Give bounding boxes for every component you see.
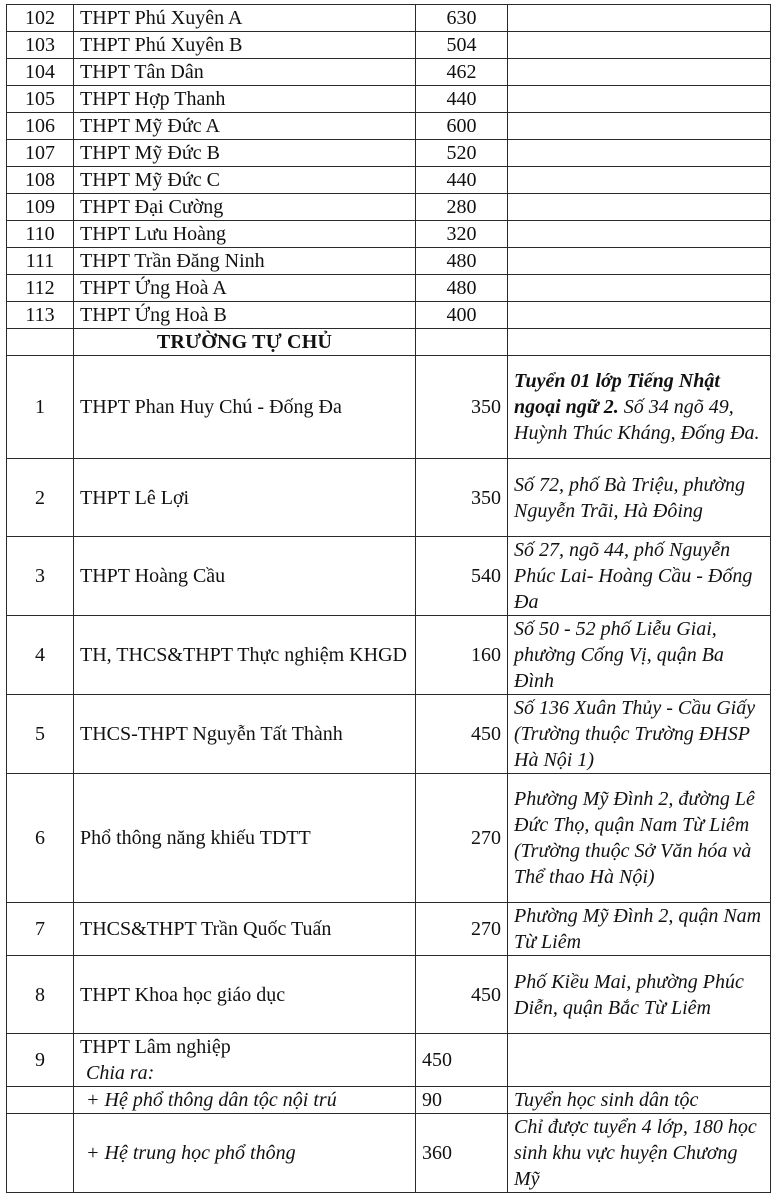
school-name: THPT Phan Huy Chú - Đống Đa: [74, 356, 416, 459]
table-row: [7, 59, 771, 86]
school-name: THPT Đại Cường: [74, 194, 416, 221]
table-row: [7, 903, 771, 956]
table-row: [7, 774, 771, 903]
row-number: 102: [7, 5, 74, 32]
table-row: [7, 86, 771, 113]
note-cell: Số 50 - 52 phố Liễu Giai, phường Cống Vị, quận Ba Đình: [508, 616, 771, 695]
school-name: THPT Hoàng Cầu: [74, 537, 416, 616]
row-number: 1: [7, 356, 74, 459]
table-row: [7, 537, 771, 616]
row-number: 8: [7, 956, 74, 1034]
school-name: THPT Hợp Thanh: [74, 86, 416, 113]
table-subrow: [7, 1114, 771, 1193]
enrollment-quota: 462: [416, 59, 508, 86]
enrollment-quota: 480: [416, 248, 508, 275]
table-row: [7, 356, 771, 459]
note-cell: [508, 248, 771, 275]
table-row: [7, 956, 771, 1034]
enrollment-quota: 630: [416, 5, 508, 32]
table-row: [7, 248, 771, 275]
school-name: THPT Ứng Hoà A: [74, 275, 416, 302]
enrollment-quota: 520: [416, 140, 508, 167]
empty-cell: [7, 329, 74, 356]
school-enrollment-table: [6, 4, 771, 1193]
row-number: 112: [7, 275, 74, 302]
row-number: 105: [7, 86, 74, 113]
enrollment-quota: 450: [416, 695, 508, 774]
note-cell: [508, 1034, 771, 1087]
note-cell: Số 72, phố Bà Triệu, phường Nguyễn Trãi, Hà Đôing: [508, 459, 771, 537]
row-number: 4: [7, 616, 74, 695]
school-name: THPT Tân Dân: [74, 59, 416, 86]
enrollment-quota: 270: [416, 903, 508, 956]
school-name-cell: [74, 1034, 416, 1087]
note-cell: [508, 302, 771, 329]
empty-cell: [7, 1087, 74, 1114]
note-cell: Phường Mỹ Đình 2, quận Nam Từ Liêm: [508, 903, 771, 956]
school-name: THCS-THPT Nguyễn Tất Thành: [74, 695, 416, 774]
note-cell: Phường Mỹ Đình 2, đường Lê Đức Thọ, quận Nam Từ Liêm (Trường thuộc Sở Văn hóa và Thể thao Hà Nội): [508, 774, 771, 903]
table-row: [7, 113, 771, 140]
enrollment-quota: 90: [416, 1087, 508, 1114]
note-cell: [508, 113, 771, 140]
note-cell: [508, 167, 771, 194]
note-cell: [508, 5, 771, 32]
enrollment-quota: 440: [416, 86, 508, 113]
enrollment-quota: 450: [416, 1034, 508, 1087]
row-number: 3: [7, 537, 74, 616]
section-header-row: [7, 329, 771, 356]
note-highlight: Tuyển 01 lớp Tiếng Nhật ngoại ngữ 2.: [514, 370, 720, 418]
row-number: 108: [7, 167, 74, 194]
row-number: 109: [7, 194, 74, 221]
school-name: THPT Mỹ Đức B: [74, 140, 416, 167]
enrollment-quota: 360: [416, 1114, 508, 1193]
table-row: [7, 1034, 771, 1087]
table-subrow: [7, 1087, 771, 1114]
enrollment-quota: 160: [416, 616, 508, 695]
program-name: + Hệ phổ thông dân tộc nội trú: [74, 1087, 416, 1114]
enrollment-quota: 480: [416, 275, 508, 302]
note-cell: [508, 194, 771, 221]
school-name: THPT Trần Đăng Ninh: [74, 248, 416, 275]
note-cell: Số 136 Xuân Thủy - Cầu Giấy (Trường thuộc Trường ĐHSP Hà Nội 1): [508, 695, 771, 774]
table-row: [7, 167, 771, 194]
school-name: THPT Mỹ Đức C: [74, 167, 416, 194]
row-number: 107: [7, 140, 74, 167]
note-cell: Tuyển học sinh dân tộc: [508, 1087, 771, 1114]
table-row: [7, 32, 771, 59]
school-name: THPT Lưu Hoàng: [74, 221, 416, 248]
table-row: [7, 695, 771, 774]
row-number: 106: [7, 113, 74, 140]
table-row: [7, 194, 771, 221]
note-cell: [508, 275, 771, 302]
row-number: 5: [7, 695, 74, 774]
note-cell: [508, 221, 771, 248]
section-title: TRƯỜNG TỰ CHỦ: [74, 329, 416, 356]
school-name: THPT Phú Xuyên B: [74, 32, 416, 59]
school-name: THCS&THPT Trần Quốc Tuấn: [74, 903, 416, 956]
enrollment-quota: 450: [416, 956, 508, 1034]
school-name: THPT Lê Lợi: [74, 459, 416, 537]
enrollment-quota: 600: [416, 113, 508, 140]
enrollment-quota: 350: [416, 459, 508, 537]
enrollment-quota: 504: [416, 32, 508, 59]
row-number: 111: [7, 248, 74, 275]
note-cell: [508, 86, 771, 113]
note-cell: [508, 32, 771, 59]
school-name: THPT Phú Xuyên A: [74, 5, 416, 32]
note-address: Số 34 ngõ 49, Huỳnh Thúc Kháng, Đống Đa.: [514, 396, 760, 444]
enrollment-quota: 400: [416, 302, 508, 329]
enrollment-quota: 280: [416, 194, 508, 221]
table-row: [7, 302, 771, 329]
note-cell: Phố Kiều Mai, phường Phúc Diễn, quận Bắc Từ Liêm: [508, 956, 771, 1034]
school-name: THPT Mỹ Đức A: [74, 113, 416, 140]
note-cell: [508, 140, 771, 167]
empty-cell: [416, 329, 508, 356]
row-number: 9: [7, 1034, 74, 1087]
table-row: [7, 275, 771, 302]
note-cell: [508, 59, 771, 86]
note-cell: [508, 356, 771, 459]
empty-cell: [7, 1114, 74, 1193]
note-cell: Chỉ được tuyển 4 lớp, 180 học sinh khu vực huyện Chương Mỹ: [508, 1114, 771, 1193]
table-row: [7, 459, 771, 537]
school-name: TH, THCS&THPT Thực nghiệm KHGD: [74, 616, 416, 695]
row-number: 6: [7, 774, 74, 903]
table-row: [7, 221, 771, 248]
enrollment-quota: 350: [416, 356, 508, 459]
table-row: [7, 5, 771, 32]
note-cell: Số 27, ngõ 44, phố Nguyễn Phúc Lai- Hoàng Cầu - Đống Đa: [508, 537, 771, 616]
school-name: Phổ thông năng khiếu TDTT: [74, 774, 416, 903]
empty-cell: [508, 329, 771, 356]
school-name: THPT Khoa học giáo dục: [74, 956, 416, 1034]
enrollment-quota: 270: [416, 774, 508, 903]
enrollment-quota: 440: [416, 167, 508, 194]
enrollment-quota: 320: [416, 221, 508, 248]
table-row: [7, 140, 771, 167]
row-number: 110: [7, 221, 74, 248]
school-name: THPT Ứng Hoà B: [74, 302, 416, 329]
breakdown-label: Chia ra:: [86, 1062, 155, 1084]
row-number: 2: [7, 459, 74, 537]
table-row: [7, 616, 771, 695]
school-name: THPT Lâm nghiệp: [80, 1036, 231, 1058]
row-number: 103: [7, 32, 74, 59]
row-number: 7: [7, 903, 74, 956]
row-number: 113: [7, 302, 74, 329]
row-number: 104: [7, 59, 74, 86]
program-name: + Hệ trung học phổ thông: [74, 1114, 416, 1193]
enrollment-quota: 540: [416, 537, 508, 616]
